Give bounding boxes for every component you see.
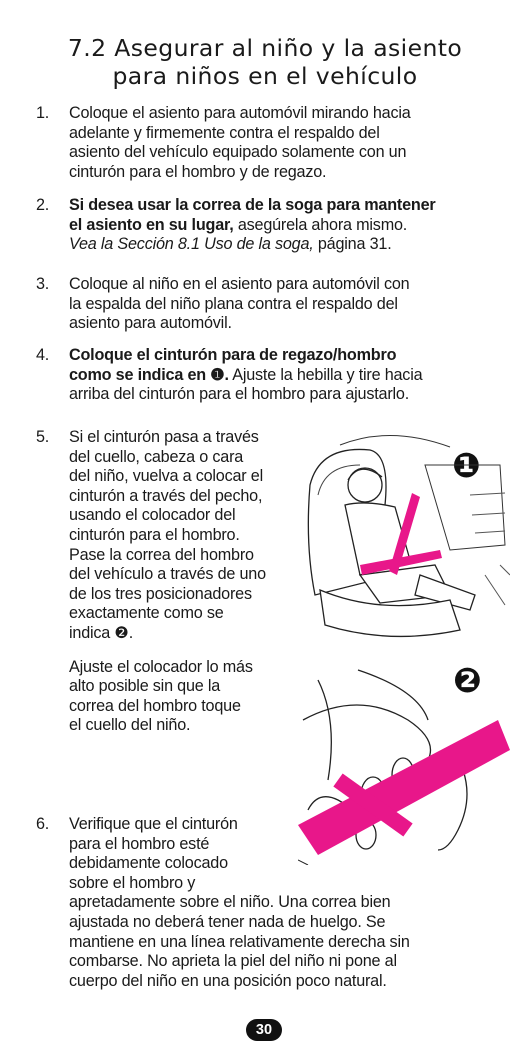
item-line: usando el colocador del bbox=[69, 506, 236, 525]
item-line: Si el cinturón pasa a través bbox=[69, 428, 259, 446]
item-line: cuerpo del niño en una posición poco natural. bbox=[69, 971, 387, 990]
figure-1-booster-seat-illustration bbox=[300, 425, 510, 650]
figure-1-marker: ❶ bbox=[452, 446, 481, 486]
child-shoulder-contour bbox=[303, 705, 431, 760]
item-line: Verifique que el cinturón bbox=[69, 815, 238, 833]
item-bold-text: Si desea usar la correa de la soga para mantener bbox=[69, 196, 436, 214]
figure-2-belt-positioner-illustration bbox=[298, 660, 510, 865]
seat-edge-lines bbox=[485, 565, 510, 605]
item-number: 5. bbox=[36, 428, 50, 446]
item-line: adelante y firmemente contra el respaldo del bbox=[69, 123, 380, 142]
item-text: Ajuste la hebilla y tire hacia bbox=[228, 365, 423, 384]
item-text: asegúrela ahora mismo. bbox=[233, 215, 408, 234]
item-line: del cuello, cabeza o cara bbox=[69, 447, 244, 466]
item-number: 3. bbox=[36, 275, 50, 293]
item-line: mantiene en una línea relativamente derecha sin bbox=[69, 932, 410, 951]
item-line: para el hombro esté bbox=[69, 834, 210, 853]
item-bold-text: el asiento en su lugar, bbox=[69, 215, 234, 234]
item-line: apretadamente sobre el niño. Una correa bien bbox=[69, 893, 391, 912]
figure-2-marker: ❷ bbox=[453, 661, 482, 701]
section-title bbox=[20, 34, 510, 90]
car-roof-line bbox=[340, 435, 450, 447]
page-number-badge: 30 bbox=[246, 1019, 282, 1041]
item-number: 1. bbox=[36, 104, 50, 122]
item-line: cinturón a través del pecho, bbox=[69, 486, 263, 505]
item-line: exactamente como se bbox=[69, 604, 224, 623]
item-line: ajustada no deberá tener nada de huelgo. Se bbox=[69, 912, 386, 931]
item-line: Coloque el asiento para automóvil mirando hacia bbox=[69, 104, 411, 122]
item-line: alto posible sin que la bbox=[69, 677, 221, 696]
door-lines bbox=[470, 493, 505, 533]
item-line: arriba del cinturón para el hombro para ajustarlo. bbox=[69, 385, 410, 404]
item-number: 4. bbox=[36, 346, 50, 364]
section-reference: Vea la Sección 8.1 Uso de la soga, bbox=[69, 235, 314, 254]
section-title-line-1: 7.2 Asegurar al niño y la asiento bbox=[67, 34, 463, 62]
item-line: combarse. No aprieta la piel del niño ni pone al bbox=[69, 952, 397, 971]
item-line: Ajuste el colocador lo más bbox=[69, 657, 253, 676]
item-number: 6. bbox=[36, 815, 50, 833]
item-line: Coloque al niño en el asiento para automóvil con bbox=[69, 275, 410, 293]
item-line: asiento para automóvil. bbox=[69, 314, 232, 333]
item-line: del niño, vuelva a colocar el bbox=[69, 467, 263, 486]
item-line: la espalda del niño plana contra el respaldo del bbox=[69, 294, 398, 313]
item-text: página 31. bbox=[313, 235, 392, 254]
item-line: el cuello del niño. bbox=[69, 716, 191, 735]
item-line: del vehículo a través de uno bbox=[69, 565, 266, 584]
corner-tick bbox=[298, 860, 308, 865]
item-line: cinturón para el hombro. bbox=[69, 525, 240, 544]
item-line: correa del hombro toque bbox=[69, 696, 241, 715]
item-line: de los tres posicionadores bbox=[69, 584, 252, 603]
item-line: asiento del vehículo equipado solamente con un bbox=[69, 143, 407, 162]
item-line: sobre el hombro y bbox=[69, 873, 196, 892]
item-line: Pase la correa del hombro bbox=[69, 545, 254, 564]
item-line: debidamente colocado bbox=[69, 854, 228, 873]
item-number: 2. bbox=[36, 196, 50, 214]
item-line: indica ❷. bbox=[69, 623, 134, 642]
item-bold-text: Coloque el cinturón para de regazo/hombro bbox=[69, 346, 397, 364]
item-bold-text: como se indica en ❶. bbox=[69, 365, 229, 384]
item-line: cinturón para el hombro y de regazo. bbox=[69, 162, 327, 181]
section-title-line-2: para niños en el vehículo bbox=[112, 62, 418, 90]
